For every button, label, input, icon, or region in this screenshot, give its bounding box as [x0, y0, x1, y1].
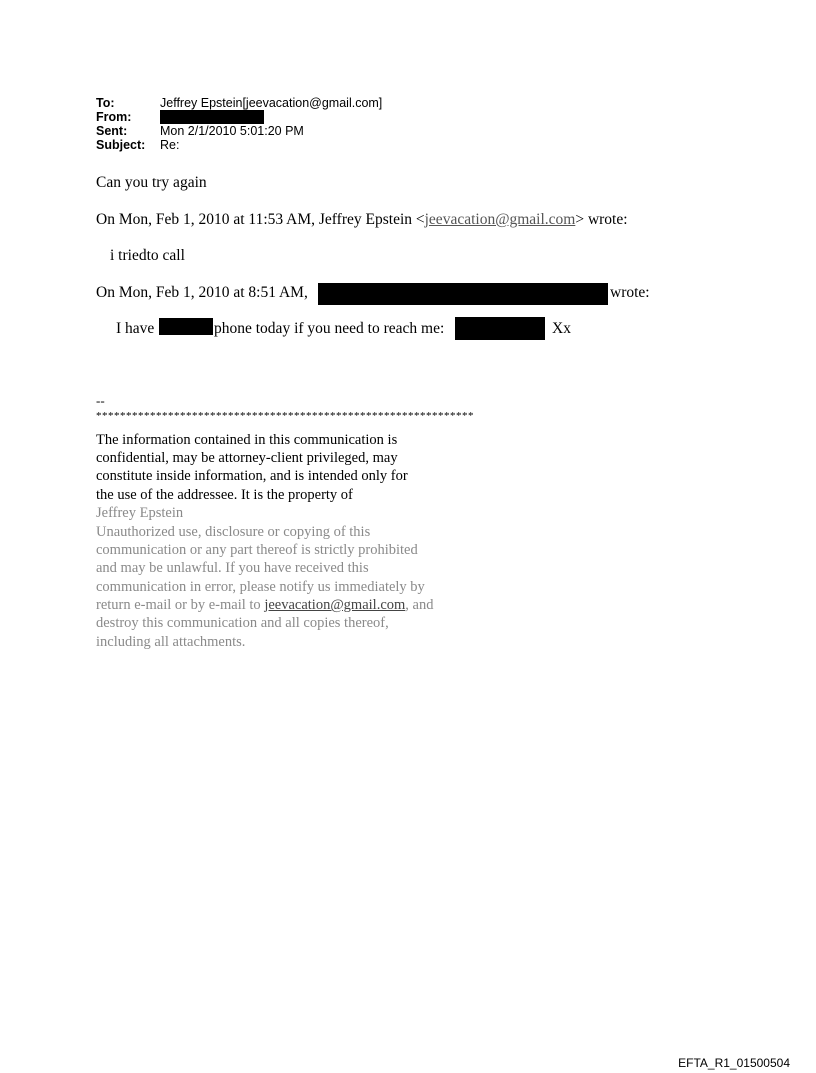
disclaimer-line: Unauthorized use, disclosure or copying of this [96, 524, 371, 540]
return-suffix: , and [405, 597, 434, 613]
document-id: EFTA_R1_01500504 [678, 1056, 790, 1070]
subject-row [96, 138, 382, 152]
disclaimer-line: constitute inside information, and is intended only for [96, 468, 408, 484]
quote1-email-link[interactable]: jeevacation@gmail.com [424, 211, 576, 228]
quote2-text-a: I have [116, 320, 155, 337]
email-header [96, 96, 382, 152]
quote2-redaction-2 [455, 317, 545, 340]
subject-value: Re: [160, 138, 180, 152]
disclaimer-return-line [96, 596, 433, 614]
signature-dashes: -- [96, 393, 105, 408]
from-label: From: [96, 110, 132, 124]
quote1-prefix: On Mon, Feb 1, 2010 at 11:53 AM, Jeffrey Epstein < [96, 211, 425, 228]
quote2-sender-redaction [318, 283, 608, 305]
disclaimer-line: the use of the addressee. It is the property of [96, 487, 353, 503]
message-line: Can you try again [96, 174, 207, 191]
disclaimer-line: communication in error, please notify us immediately by [96, 579, 425, 595]
disclaimer-line: and may be unlawful. If you have received this [96, 560, 369, 576]
quote2-prefix: On Mon, Feb 1, 2010 at 8:51 AM, [96, 284, 308, 301]
quote1-text: i triedto call [110, 247, 185, 264]
disclaimer-line: The information contained in this communication is [96, 432, 398, 448]
sent-value: Mon 2/1/2010 5:01:20 PM [160, 124, 304, 138]
quote1-attribution [96, 211, 628, 229]
disclaimer-line: destroy this communication and all copies thereof, [96, 615, 389, 631]
to-value: Jeffrey Epstein[jeevacation@gmail.com] [160, 96, 383, 110]
from-redaction [160, 110, 264, 124]
quote2-text-c: Xx [552, 320, 571, 337]
from-row [96, 110, 382, 124]
signature-stars: *************************************************************** [96, 410, 474, 422]
disclaimer-line: confidential, may be attorney-client privileged, may [96, 450, 398, 466]
return-email-link[interactable]: jeevacation@gmail.com [264, 597, 406, 613]
disclaimer-line: including all attachments. [96, 634, 246, 650]
subject-label: Subject: [96, 138, 146, 152]
quote1-suffix: > wrote: [575, 211, 628, 228]
sent-label: Sent: [96, 124, 128, 138]
return-prefix: return e-mail or by e-mail to [96, 597, 265, 613]
disclaimer-line: communication or any part thereof is strictly prohibited [96, 542, 418, 558]
sent-row [96, 124, 382, 138]
to-row [96, 96, 382, 110]
disclaimer-line: Jeffrey Epstein [96, 505, 184, 521]
quote2-suffix: wrote: [610, 284, 650, 301]
quote2-text [116, 320, 596, 342]
quote2-attribution [96, 284, 696, 306]
to-label: To: [96, 96, 115, 110]
quote2-text-b: phone today if you need to reach me: [214, 320, 445, 337]
quote2-redaction-1 [159, 318, 213, 335]
